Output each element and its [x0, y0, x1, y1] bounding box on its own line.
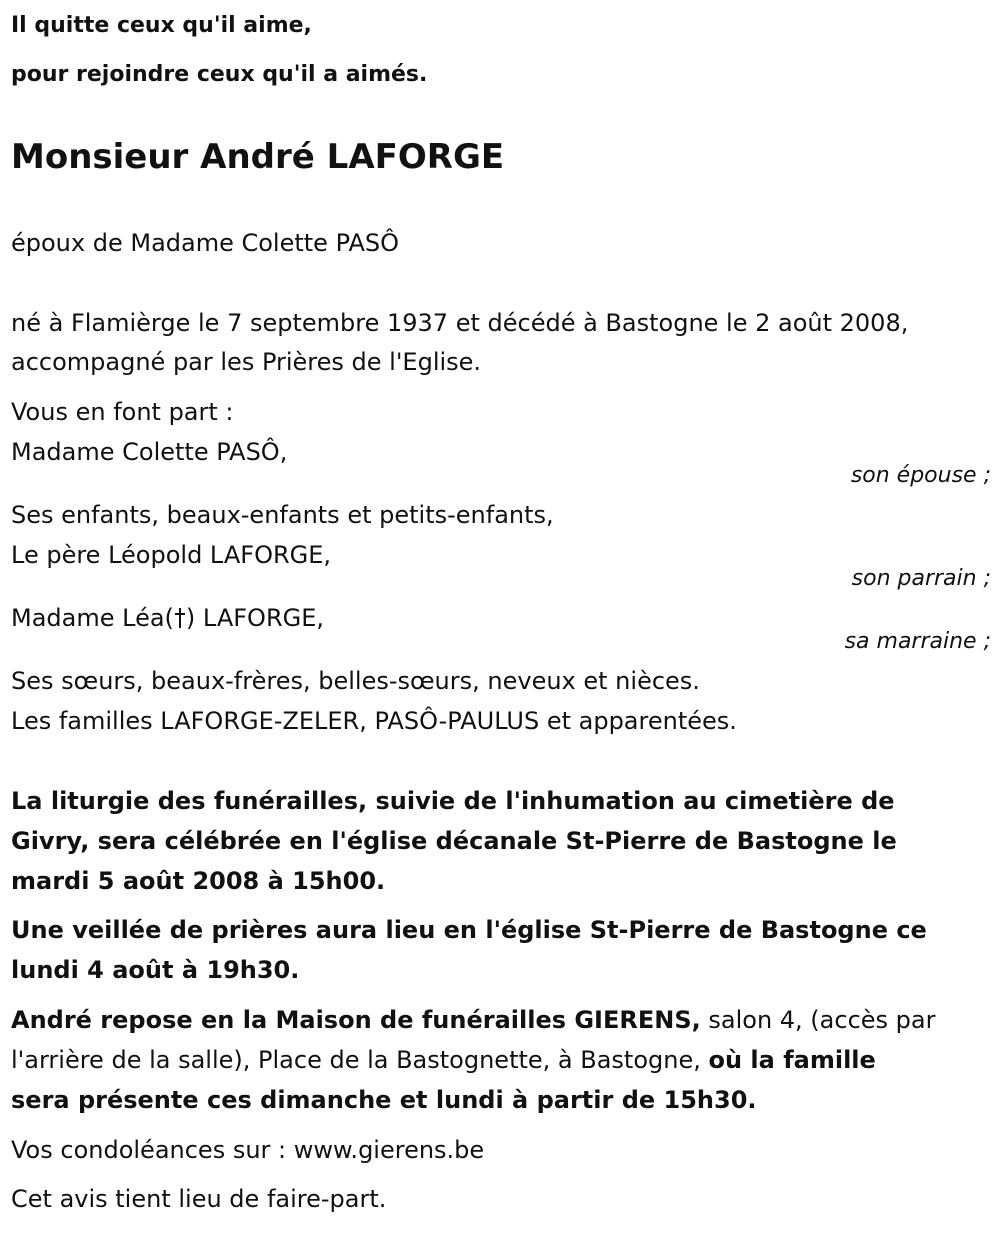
godmother-suffix: ) LAFORGE,	[185, 604, 325, 632]
siblings-line: Ses sœurs, beaux-frères, belles-sœurs, neveux et nièces.	[11, 667, 700, 695]
liturgy-line-3: mardi 5 août 2008 à 15h00.	[11, 867, 386, 895]
epigraph-line-1: Il quitte ceux qu'il aime,	[11, 13, 312, 38]
condolences-line: Vos condoléances sur : www.gierens.be	[11, 1136, 485, 1164]
prayers-line: accompagné par les Prières de l'Eglise.	[11, 348, 482, 376]
rest-line-1	[11, 1000, 935, 1040]
vigil-line-2: lundi 4 août à 19h30.	[11, 956, 300, 984]
families-line: Les familles LAFORGE-ZELER, PASÔ-PAULUS et apparentées.	[11, 707, 737, 735]
godmother-prefix: Madame Léa(	[11, 604, 174, 632]
wife-role: son épouse ;	[850, 463, 991, 488]
godfather-line: Le père Léopold LAFORGE,	[11, 541, 332, 569]
epigraph-line-2: pour rejoindre ceux qu'il a aimés.	[11, 62, 428, 87]
rest-bold-2: où la famille	[708, 1046, 876, 1074]
rest-line-3: sera présente ces dimanche et lundi à partir de 15h30.	[11, 1086, 757, 1114]
rest-normal-2: l'arrière de la salle), Place de la Bastognette, à Bastogne,	[11, 1046, 709, 1074]
wife-line: Madame Colette PASÔ,	[11, 438, 288, 466]
rest-bold-1: André repose en la Maison de funérailles GIERENS,	[11, 1006, 701, 1034]
rest-normal-1: salon 4, (accès par	[700, 1006, 936, 1034]
deceased-name: Monsieur André LAFORGE	[11, 137, 505, 177]
rest-line-2	[11, 1040, 876, 1080]
godmother-line	[11, 598, 324, 638]
children-line: Ses enfants, beaux-enfants et petits-enfants,	[11, 501, 554, 529]
cross-icon	[174, 606, 186, 630]
birth-death-line: né à Flamièrge le 7 septembre 1937 et décédé à Bastogne le 2 août 2008,	[11, 309, 909, 337]
liturgy-line-2: Givry, sera célébrée en l'église décanale St-Pierre de Bastogne le	[11, 827, 897, 855]
vigil-line-1: Une veillée de prières aura lieu en l'église St-Pierre de Bastogne ce	[11, 916, 927, 944]
godfather-role: son parrain ;	[851, 566, 991, 591]
godmother-role: sa marraine ;	[844, 629, 991, 654]
notice-line: Cet avis tient lieu de faire-part.	[11, 1185, 387, 1213]
family-intro: Vous en font part :	[11, 398, 234, 426]
spouse-line: époux de Madame Colette PASÔ	[11, 229, 400, 257]
liturgy-line-1: La liturgie des funérailles, suivie de l'inhumation au cimetière de	[11, 787, 895, 815]
